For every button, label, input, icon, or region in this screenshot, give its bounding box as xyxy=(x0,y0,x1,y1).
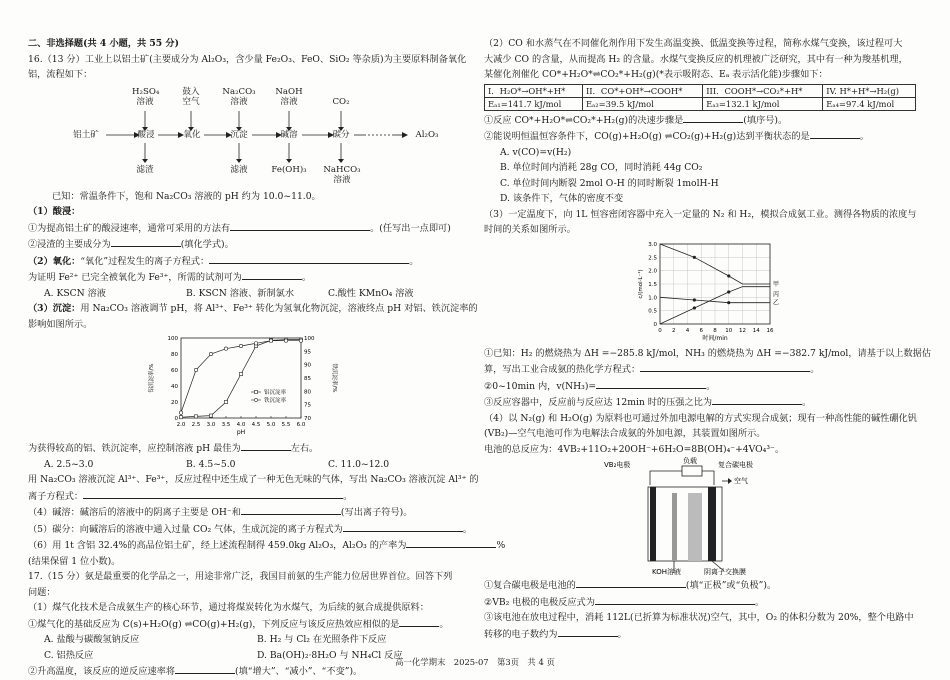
x-tick-label: 0 xyxy=(658,327,662,334)
r5-option-d: D. 该条件下，气体的密度不变 xyxy=(500,193,624,204)
q17-intro-2: 问题： xyxy=(28,586,56,598)
y-tick-label: 0.5 xyxy=(648,308,657,315)
table-cell: Eₐ₃=132.1 kJ/mol xyxy=(703,97,823,110)
data-point xyxy=(693,255,696,258)
r4-tail: (填序号)。 xyxy=(743,114,788,126)
table-cell: Eₐ₂=39.5 kJ/mol xyxy=(582,97,702,110)
data-point-fe xyxy=(239,344,242,347)
left-column: 二、非选择题(共 4 小题，共 55 分) 16.（13 分）工业上以铝土矿(主要成分为 Al₂O₃，含少量 Fe₂O₃、FeO、SiO₂ 等杂质)为主要原料制备氧化 铝，流程如下： H₂SO₄ 溶液 鼓入 空气 Na₂CO₃ 溶液 NaOH 溶液 CO₂ 铝土矿 酸浸 氧化 沉淀 碱溶 碳分 Al₂O₃ 滤渣 滤液 Fe(OH)₃ NaHCO₃ 溶液 已知：常温条件下，饱和 Na₂CO₃ 溶液的 pH 约为 10.0~11.0。 （1）酸浸： ①为提高铝土矿的酸浸速率，通常可采用的方法有 。(任写出一点即可) ②浸渣的主要成分为 (填化学式)。 （2）氧化：“氧化”过程发生的离子方程式： 。 为证明 Fe²⁺ 已完全被氧化为 Fe³⁺，所需的试剂可为 。 A. KSCN 溶液 B. KSCN 溶液、新制氯水 C.酸性 KMnO₄ 溶液 （3）沉淀：用 Na₂CO₃ 溶液调节 pH，将 Al³⁺、Fe³⁺ 转化为氢氧化物沉淀，溶液终点 pH 对铝、铁沉淀率的 影响如图所示。 2.0 2.5 3.0 3.5 4.0 4.5 5.0 5.5 6.0 0 20 40 60 80 100 70 75 80 85 90 95 100 pH 铝沉淀率/% 铁沉淀率/% 铝沉淀率 铁沉淀率 为获得较高的铝、铁沉淀率，应控制溶液 pH 最佳为 左右。 A. 2.5~3.0 B. 4.5~5.0 C. 11.0~12.0 用 Na₂CO₃ 溶液沉淀 Al³⁺、Fe³⁺，反应过程中还生成了一种无色无味的气体，写出 Na₂CO₃ 溶液沉淀 Al³⁺ 的 离子方程式： 。 （4）碱溶：碱溶后的溶液中的阴离子主要是 OH⁻和 (写出离子符号)。 （5）碳分：向碱溶后的溶液中通入过量 CO₂ 气体，生成沉淀的离子方程式为 。 （6）用 1t 含铝 32.4%的高品位铝土矿，经上述流程制得 459.0kg Al₂O₃，Al₂O₃ 的产率为 % (结果保留 1 位小数)。 17.（15 分）氨是最重要的化学品之一，用途非常广泛，我国目前氨的生产能力位居世界首位。回答下列 问题： （1）煤气化技术是合成氨生产的核心环节，通过将煤炭转化为水煤气，为后续的氨合成提供原料： ①煤气化的基础反应为 C(s)+H₂O(g) ⇌CO(g)+H₂(g)，下列反应与该反应热效应相似的是 。 A. 盐酸与碳酸氢钠反应 B. H₂ 与 Cl₂ 在光照条件下反应 C. 铝热反应 D. Ba(OH)₂·8H₂O 与 NH₄Cl 反应 ②升高温度，该反应的逆反应速率将 (填“增大”、“减小”、“不变”)。 xyxy=(28,38,506,677)
data-point-fe xyxy=(224,347,227,350)
y-left-tick-label: 20 xyxy=(171,400,178,406)
flow-top-na2co3: Na₂CO₃ 溶液 xyxy=(222,86,256,107)
x-tick-label: 16 xyxy=(766,327,774,334)
x-tick-label: 12 xyxy=(739,327,746,334)
y-right-tick-label: 100 xyxy=(304,336,315,342)
p3-options xyxy=(28,457,470,473)
data-point-fe xyxy=(284,339,287,342)
y-right-tick-label: 75 xyxy=(304,402,311,409)
x-tick-label: 4 xyxy=(685,327,690,334)
answer-blank[interactable] xyxy=(230,220,370,231)
series-label: 甲 xyxy=(773,280,780,288)
p3-option-c: C. 11.0~12.0 xyxy=(328,458,390,470)
y-left-axis-label: 铝沉淀率/% xyxy=(149,363,155,393)
legend-label: 铝沉淀率 xyxy=(264,390,287,396)
data-point xyxy=(727,290,730,293)
p2-option-c: C.酸性 KMnO₄ 溶液 xyxy=(328,287,414,299)
p3-c-tail: 左右。 xyxy=(290,443,319,454)
p3-b: 影响如图所示。 xyxy=(28,318,93,330)
q17-intro-1: 17.（15 分）氨是最重要的化学品之一，用途非常广泛，我国目前氨的生产能力位居世界首位。回答下列 xyxy=(28,571,453,582)
r16: ②VB₂ 电极的电极反应式为 xyxy=(484,596,595,608)
table-cell: III．COOH*→CO₂*+H* xyxy=(703,84,823,97)
y-left-tick-label: 100 xyxy=(167,336,178,342)
data-point-al xyxy=(179,416,182,419)
x-axis-label: 时间/min xyxy=(702,334,728,342)
x-tick-label: 6.0 xyxy=(296,422,306,428)
p4-tail: (写出离子符号)。 xyxy=(340,507,413,518)
answer-blank[interactable] xyxy=(596,378,706,389)
p5: （5）碳分：向碱溶后的溶液中通入过量 CO₂ 气体，生成沉淀的离子方程式为 xyxy=(28,523,343,535)
concentration-chart xyxy=(634,238,924,346)
p6-b: (结果保留 1 位小数)。 xyxy=(28,555,121,567)
x-tick-label: 2.0 xyxy=(176,422,186,428)
r7: 时间的关系如图所示。 xyxy=(484,224,576,235)
q17-p1-b: ②升高温度，该反应的逆反应速率将 xyxy=(28,666,175,677)
y-right-tick-label: 70 xyxy=(304,416,311,422)
legend-marker-fe xyxy=(254,398,257,401)
section-title: 二、非选择题(共 4 小题，共 55 分) xyxy=(28,38,179,49)
p2-option-b: B. KSCN 溶液、新制氯水 xyxy=(186,287,295,299)
data-point-fe xyxy=(269,339,272,342)
answer-blank[interactable] xyxy=(209,253,409,264)
answer-blank[interactable] xyxy=(406,537,496,548)
p3-option-a: A. 2.5~3.0 xyxy=(44,458,94,470)
answer-blank[interactable] xyxy=(111,236,181,247)
x-tick-label: 3.5 xyxy=(221,422,231,428)
y-tick-label: 0 xyxy=(653,321,657,328)
x-tick-label: 6 xyxy=(699,327,703,334)
y-right-tick-label: 85 xyxy=(304,376,311,382)
y-tick-label: 2.0 xyxy=(648,268,657,275)
precipitation-chart-svg xyxy=(143,332,343,440)
p2-a: “氧化”过程发生的离子方程式： xyxy=(80,255,210,267)
table-cell: Eₐ₁=141.7 kJ/mol xyxy=(485,97,583,110)
flow-bottom-nahco3: NaHCO₃ 溶液 xyxy=(323,164,361,185)
known-note: 已知：常温条件下，饱和 Na₂CO₃ 溶液的 pH 约为 10.0~11.0。 xyxy=(52,190,321,202)
answer-blank[interactable] xyxy=(576,577,686,588)
r3: 某催化剂催化 CO*+H₂O*⇌CO₂*+H₂(g)(*表示吸附态、Eₐ 表示活化能)步骤如下： xyxy=(484,69,828,80)
data-point-fe xyxy=(254,342,257,345)
p6: （6）用 1t 含铝 32.4%的高品位铝土矿，经上述流程制得 459.0kg Al₂O₃，Al₂O₃ 的产率为 xyxy=(28,540,407,551)
right-column: （2）CO 和水蒸气在不同催化剂作用下发生高温变换、低温变换等过程，简称水煤气变换，该过程可大 大减少 CO 的含量，从而提高 H₂ 的含量。水煤气变换反应的机理被广泛研究，其中有一种为羧基机理， 某催化剂催化 CO*+H₂O*⇌CO₂*+H₂(g)(*表示吸附态、Eₐ 表示活化能)步骤如下： I．H₂O*→OH*+H* II．CO*+OH*→COOH* III．COOH*→CO₂*+H* IV. H*+H*→H₂(g) Eₐ₁=141.7 kJ/mol Eₐ₂=39.5 kJ/mol Eₐ₃=132.1 kJ/mol Eₐ₄=97.4 kJ/mol ①反应 CO*+H₂O*⇌CO₂*+H₂(g)的决速步骤是 (填序号)。 ②能说明恒温恒容条件下，CO(g)+H₂O(g) ⇌CO₂(g)+H₂(g)达到平衡状态的是 。 A. v(CO)=v(H₂) B. 单位时间内消耗 28g CO，同时消耗 44g CO₂ C. 单位时间内断裂 2mol O-H 的同时断裂 1molH-H D. 该条件下，气体的密度不变 （3）一定温度下，向 1L 恒容密闭容器中充入一定量的 N₂ 和 H₂，模拟合成氨工业。测得各物质的浓度与 时间的关系如图所示。 0 2 4 6 8 10 12 14 16 0 0.5 1.0 1.5 2.0 2.5 3.0 时间/min c/(mol·L⁻¹) 甲 乙 丙 ①已知：H₂ 的燃烧热为 ΔH =−285.8 kJ/mol，NH₃ 的燃烧热为 ΔH =−382.7 kJ/mol，请基于以上数据估 算，写出工业合成氨的热化学方程式： 。 ②0~10min 内，v(NH₃)= 。 ③反应容器中，反应前与反应达 12min 时的压强之比为 。 （4）以 N₂(g) 和 H₂O(g) 为原料也可通过外加电源电解的方式实现合成氨；现有一种高性能的碱性硼化钒 (VB₂)—空气电池可作为电解法合成氨的外加电源，其装置如图所示。 电池的总反应为：4VB₂+11O₂+20OH⁻+6H₂O=8B(OH)₄⁻+4VO₄³⁻。 VB₂电极 负载 复合碳电极 空气 KOH溶液 阴离子交换膜 ①复合碳电极是电池的 (填“正极”或“负极”)。 ②VB₂ 电极的电极反应式为 。 ③该电池在放电过程中，消耗 112L(已折算为标准状况)空气，其中，O₂ 的体积分数为 20%，整个电路中 转移的电子数约为 。 xyxy=(484,38,932,640)
label-load: 负载 xyxy=(683,457,697,465)
q17-options-row1 xyxy=(28,632,470,648)
p3-e: 离子方程式： xyxy=(28,490,84,502)
y-left-tick-label: 80 xyxy=(171,352,178,358)
flow-bottom-filtrate: 滤液 xyxy=(230,164,248,175)
mechanism-table xyxy=(484,84,916,111)
x-tick-label: 4.5 xyxy=(251,422,261,428)
data-point xyxy=(693,298,696,301)
p1-a: ①为提高铝土矿的酸浸速率，通常可采用的方法有 xyxy=(28,222,231,234)
p1-a-tail: 。(任写出一点即可) xyxy=(370,222,451,234)
q16-intro-2: 铝，流程如下： xyxy=(28,69,93,80)
flow-step-carbon: 碳分 xyxy=(332,129,350,140)
r6: （3）一定温度下，向 1L 恒容密闭容器中充入一定量的 N₂ 和 H₂，模拟合成氨工业。测得各物质的浓度与 xyxy=(484,208,917,220)
p3-option-b: B. 4.5~5.0 xyxy=(186,458,236,470)
x-tick-label: 10 xyxy=(725,327,733,334)
answer-blank[interactable] xyxy=(810,128,860,139)
answer-blank[interactable] xyxy=(343,521,463,532)
x-tick-label: 8 xyxy=(713,327,717,334)
p4: （4）碱溶：碱溶后的溶液中的阴离子主要是 OH⁻和 xyxy=(28,507,241,518)
process-flowchart xyxy=(66,83,470,189)
carbon-electrode-fill xyxy=(688,493,702,561)
legend-label: 铁沉淀率 xyxy=(264,398,287,404)
r1: （2）CO 和水蒸气在不同催化剂作用下发生高温变换、低温变换等过程，简称水煤气变换，该过程可大 xyxy=(484,38,903,49)
answer-blank[interactable] xyxy=(712,394,802,405)
p1-title: （1）酸浸： xyxy=(28,206,81,217)
x-tick-label: 3.0 xyxy=(206,422,216,428)
flow-step-alkali: 碱溶 xyxy=(280,129,298,140)
answer-blank[interactable] xyxy=(241,504,341,515)
r4: ①反应 CO*+H₂O*⇌CO₂*+H₂(g)的决速步骤是 xyxy=(484,114,684,126)
x-tick-label: 14 xyxy=(752,327,760,334)
q17-option-b: B. H₂ 与 Cl₂ 在光照条件下反应 xyxy=(257,634,387,645)
p2-title: （2）氧化： xyxy=(28,255,81,267)
y-right-axis-label: 铁沉淀率/% xyxy=(331,363,337,393)
r15-tail: (填“正极”或“负极”)。 xyxy=(685,580,777,591)
q17-option-d: D. Ba(OH)₂·8H₂O 与 NH₄Cl 反应 xyxy=(257,649,403,661)
data-point-al xyxy=(194,415,197,418)
y-left-tick-label: 40 xyxy=(171,384,178,390)
table-cell: Eₐ₄=97.4 kJ/mol xyxy=(823,97,916,110)
x-tick-label: 5.5 xyxy=(281,422,291,428)
flow-step-precipitate: 沉淀 xyxy=(230,129,248,140)
y-tick-label: 1.0 xyxy=(648,294,657,301)
p3-a: 用 Na₂CO₃ 溶液调节 pH，将 Al³⁺、Fe³⁺ 转化为氢氧化物沉淀，溶液终点 pH 对铝、铁沉淀率的 xyxy=(80,303,478,314)
answer-blank[interactable] xyxy=(640,361,810,372)
data-point-al xyxy=(209,414,212,417)
r15: ①复合碳电极是电池的 xyxy=(484,580,576,591)
data-point-fe xyxy=(179,411,182,414)
data-point-fe xyxy=(209,352,212,355)
q16-intro-1: 16.（13 分）工业上以铝土矿(主要成分为 Al₂O₃，含少量 Fe₂O₃、FeO、SiO₂ 等杂质)为主要原料制备氧化 xyxy=(28,53,467,65)
label-koh: KOH溶液 xyxy=(652,568,681,576)
r17: ③该电池在放电过程中，消耗 112L(已折算为标准状况)空气，其中，O₂ 的体积分数为 20%，整个电路中 xyxy=(484,612,914,623)
data-point-fe xyxy=(194,368,197,371)
r2: 大减少 CO 的含量，从而提高 H₂ 的含量。水煤气变换反应的机理被广泛研究，其中有一种为羧基机理， xyxy=(484,53,908,65)
vb2-electrode xyxy=(650,487,656,561)
flow-step-ore: 铝土矿 xyxy=(73,129,99,140)
answer-blank[interactable] xyxy=(683,112,743,123)
y-tick-label: 2.5 xyxy=(648,254,657,261)
label-vb2: VB₂电极 xyxy=(604,461,631,469)
q17-option-a: A. 盐酸与碳酸氢钠反应 xyxy=(44,634,140,645)
q17-p1-b-tail: (填“增大”、“减小”、“不变”)。 xyxy=(235,666,363,677)
page-footer: 高一化学期末 2025-07 第3页 共 4 页 xyxy=(395,657,555,667)
flowchart-arrows xyxy=(66,83,466,189)
y-tick-label: 3.0 xyxy=(648,241,657,248)
battery-diagram xyxy=(604,457,924,577)
data-point-al xyxy=(224,400,227,403)
y-right-tick-label: 90 xyxy=(304,362,311,369)
series-label: 丙 xyxy=(773,291,780,299)
series-label: 乙 xyxy=(773,299,780,307)
label-cathode: 复合碳电极 xyxy=(718,461,753,469)
r14: 电池的总反应为：4VB₂+11O₂+20OH⁻+6H₂O=8B(OH)₄⁻+4VO₄³⁻。 xyxy=(484,443,785,455)
x-tick-label: 5.0 xyxy=(266,422,276,428)
p1-b: ②浸渣的主要成分为 xyxy=(28,239,111,250)
y-axis-label: c/(mol·L⁻¹) xyxy=(638,268,644,299)
flow-top-air: 鼓入 空气 xyxy=(182,86,200,107)
membrane xyxy=(672,493,677,561)
r11: ③反应容器中，反应前与反应达 12min 时的压强之比为 xyxy=(484,397,713,408)
r5: ②能说明恒温恒容条件下，CO(g)+H₂O(g) ⇌CO₂(g)+H₂(g)达到平衡状态的是 xyxy=(484,131,810,142)
label-air: 空气 xyxy=(734,477,748,485)
x-tick-label: 4.0 xyxy=(236,422,246,428)
r18: 转移的电子数约为 xyxy=(484,628,558,640)
q17-p1: （1）煤气化技术是合成氨生产的核心环节，通过将煤炭转化为水煤气，为后续的氨合成提供原料： xyxy=(28,602,429,613)
flow-step-acid: 酸浸 xyxy=(137,129,155,140)
answer-blank[interactable] xyxy=(83,488,343,499)
p3-c: 为获得较高的铝、铁沉淀率，应控制溶液 pH 最佳为 xyxy=(28,443,241,454)
battery-svg xyxy=(604,457,804,577)
p2-option-a: A. KSCN 溶液 xyxy=(44,287,106,299)
r10: ②0~10min 内，v(NH₃)= xyxy=(484,380,597,392)
r18-tail: 。 xyxy=(617,628,627,640)
p2-b: 为证明 Fe²⁺ 已完全被氧化为 Fe³⁺，所需的试剂可为 xyxy=(28,272,242,283)
y-left-tick-label: 0 xyxy=(174,416,178,422)
p6-tail: % xyxy=(496,540,506,551)
concentration-chart-svg xyxy=(634,238,784,346)
flow-bottom-residue: 滤渣 xyxy=(136,164,154,175)
table-row xyxy=(485,97,916,110)
plot-frame xyxy=(181,338,301,418)
answer-blank[interactable] xyxy=(595,594,755,605)
flow-top-naoh: NaOH 溶液 xyxy=(275,86,303,107)
data-point xyxy=(693,306,696,309)
data-point-al xyxy=(239,372,242,375)
data-point xyxy=(727,301,730,304)
table-cell: IV. H*+H*→H₂(g) xyxy=(823,84,916,97)
flow-top-co2: CO₂ xyxy=(332,96,350,107)
r9: 算，写出工业合成氨的热化学方程式： xyxy=(484,364,641,375)
x-axis-label: pH xyxy=(236,429,246,436)
p2-options xyxy=(28,286,470,302)
label-membrane: 阴离子交换膜 xyxy=(704,568,746,576)
table-cell: II．CO*+OH*→COOH* xyxy=(582,84,702,97)
table-row xyxy=(485,84,916,97)
r13: (VB₂)—空气电池可作为电解法合成氨的外加电源，其装置如图所示。 xyxy=(484,428,766,439)
p3-title: （3）沉淀： xyxy=(28,303,81,314)
y-left-tick-label: 60 xyxy=(171,368,178,374)
y-tick-label: 1.5 xyxy=(648,281,657,288)
p3-d: 用 Na₂CO₃ 溶液沉淀 Al³⁺、Fe³⁺，反应过程中还生成了一种无色无味的气体，写出 Na₂CO₃ 溶液沉淀 Al³⁺ 的 xyxy=(28,474,479,485)
data-point-fe xyxy=(299,339,302,342)
r5-option-b: B. 单位时间内消耗 28g CO，同时消耗 44g CO₂ xyxy=(500,162,703,173)
p1-b-tail: (填化学式)。 xyxy=(180,239,234,250)
flow-step-oxidize: 氧化 xyxy=(183,129,201,140)
composite-carbon-electrode xyxy=(708,487,716,561)
data-point xyxy=(727,274,730,277)
answer-blank[interactable] xyxy=(241,440,291,451)
answer-blank[interactable] xyxy=(242,269,302,280)
r5-option-a: A. v(CO)=v(H₂) xyxy=(500,146,572,158)
x-tick-label: 2 xyxy=(672,327,676,334)
legend-marker-al xyxy=(255,391,258,394)
r12: （4）以 N₂(g) 和 H₂O(g) 为原料也可通过外加电源电解的方式实现合成氨；现有一种高性能的碱性硼化钒 xyxy=(484,412,917,424)
answer-blank[interactable] xyxy=(399,616,439,627)
x-tick-label: 2.5 xyxy=(191,422,201,428)
q17-option-c: C. 铝热反应 xyxy=(44,649,94,661)
y-right-tick-label: 80 xyxy=(304,389,311,396)
r5-option-c: C. 单位时间内断裂 2mol O-H 的同时断裂 1molH-H xyxy=(500,177,719,189)
series-line-al xyxy=(181,340,301,418)
q17-p1-a: ①煤气化的基础反应为 C(s)+H₂O(g) ⇌CO(g)+H₂(g)，下列反应与该反应热效应相似的是 xyxy=(28,618,400,630)
table-cell: I．H₂O*→OH*+H* xyxy=(485,84,583,97)
flow-top-h2so4: H₂SO₄ 溶液 xyxy=(132,86,160,107)
r8: ①已知：H₂ 的燃烧热为 ΔH =−285.8 kJ/mol，NH₃ 的燃烧热为 ΔH =−382.7 kJ/mol，请基于以上数据估 xyxy=(484,347,932,359)
precipitation-chart xyxy=(143,332,470,440)
answer-blank[interactable] xyxy=(558,626,618,637)
flow-step-al2o3: Al₂O₃ xyxy=(415,129,439,140)
flow-bottom-feoh3: Fe(OH)₃ xyxy=(271,164,307,175)
y-right-tick-label: 95 xyxy=(304,349,311,356)
